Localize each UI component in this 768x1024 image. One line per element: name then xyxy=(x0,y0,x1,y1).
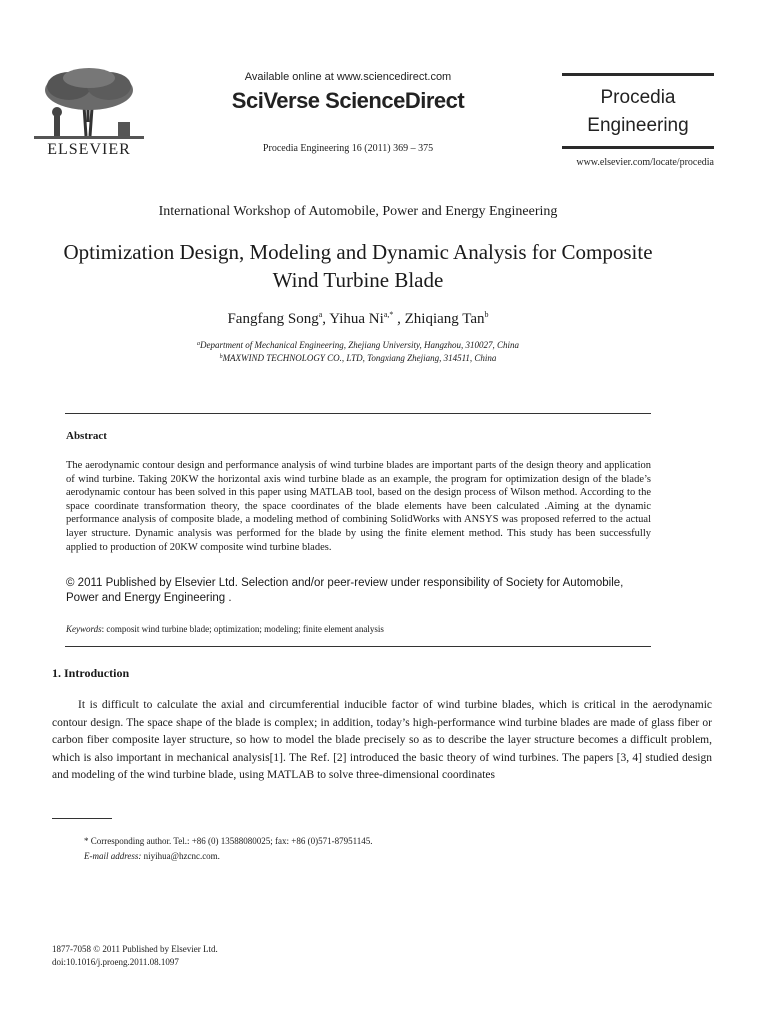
copyright-notice: © 2011 Published by Elsevier Ltd. Selection and/or peer-review under responsibility of Society for Automobile, Power and Energy Engineering . xyxy=(66,577,624,604)
paper-title: Optimization Design, Modeling and Dynamic Analysis for Composite Wind Turbine Blade xyxy=(63,240,653,292)
author-sep: , xyxy=(322,311,330,327)
journal-name xyxy=(562,84,714,140)
affiliation-text: MAXWIND TECHNOLOGY CO., LTD, Tongxiang Zhejiang, 314511, China xyxy=(222,353,497,363)
email-address[interactable]: niyihua@hzcnc.com. xyxy=(141,851,220,861)
keywords-label: Keywords xyxy=(66,624,102,634)
footnote-email xyxy=(84,851,220,861)
issn-line: 1877-7058 © 2011 Published by Elsevier Ltd. xyxy=(52,944,218,954)
author-sup: a,* xyxy=(383,310,394,319)
author-name: Fangfang Song xyxy=(227,311,319,327)
journal-box-bottom-rule xyxy=(562,146,714,149)
author-name: Yihua Ni xyxy=(329,311,384,327)
author-name: Zhiqiang Tan xyxy=(404,311,485,327)
workshop-name: International Workshop of Automobile, Power and Energy Engineering xyxy=(158,204,558,219)
author-sep: , xyxy=(393,311,405,327)
introduction-body: It is difficult to calculate the axial and circumferential inducible factor of wind turbine blades, which is critical in the aerodynamic contour design. The space shape of the blade is complex; in addition, today’s high-performance wind turbine blades are made of glass fiber or carbon fiber composite layer structure, so how to model the blade precisely so as to describe the layer structure becomes a difficult problem, which is also important in mechanical analysis[1]. The Ref. [2] introduced the basic theory of wind turbines. The papers [3, 4] studied design and modeling of the wind turbine blade, using MATLAB to solve three-dimensional coordinates xyxy=(52,699,712,782)
affiliation-sup: b xyxy=(219,354,223,360)
publisher-name: ELSEVIER xyxy=(47,141,131,158)
doi-link[interactable]: doi:10.1016/j.proeng.2011.08.1097 xyxy=(52,957,179,967)
section-heading: 1. Introduction xyxy=(52,666,130,680)
abstract-bottom-rule xyxy=(65,646,651,647)
keywords xyxy=(66,624,651,634)
journal-name-line2: Engineering xyxy=(587,115,689,136)
available-online: Available online at www.sciencedirect.com xyxy=(244,71,452,83)
keywords-text: : composit wind turbine blade; optimization; modeling; finite element analysis xyxy=(101,624,384,634)
affiliation-text: Department of Mechanical Engineering, Zhejiang University, Hangzhou, 310027, China xyxy=(200,340,519,350)
abstract-top-rule xyxy=(65,413,651,414)
author-sup: b xyxy=(484,310,489,319)
abstract-heading: Abstract xyxy=(66,430,107,442)
journal-name-line1: Procedia xyxy=(600,87,676,108)
author-sup: a xyxy=(318,310,323,319)
journal-url[interactable]: www.elsevier.com/locate/procedia xyxy=(576,157,714,168)
affiliation-a xyxy=(0,340,716,350)
journal-box-top-rule xyxy=(562,73,714,76)
affiliation-sup: a xyxy=(197,341,201,347)
footnote-rule xyxy=(52,818,112,819)
abstract-body: The aerodynamic contour design and performance analysis of wind turbine blades are important parts of the design theory and application of wind turbine. Taking 20KW the horizontal axis wind turbine blade as an example, the program for optimization design of the blade’s aerodynamic contour has been solved in this paper using MATLAB tool, based on the design process of Wilson method. According to the space coordinate transformation theory, the space coordinates of the blade elements have been calculated .Aiming at the dynamic performance analysis of composite blade, a modeling method of combining SolidWorks with ANSYS was proposed referred to the actual layer structure. Dynamic analysis was performed for the blade by using the finite element method. This study has been successfully applied to production of 20KW composite wind turbine blades. xyxy=(66,460,651,553)
journal-reference: Procedia Engineering 16 (2011) 369 – 375 xyxy=(262,143,434,154)
author-list xyxy=(0,310,716,328)
platform-name: SciVerse ScienceDirect xyxy=(231,88,465,113)
footnote-corresponding: * Corresponding author. Tel.: +86 (0) 13588080025; fax: +86 (0)571-87951145. xyxy=(84,836,373,846)
email-label: E-mail address: xyxy=(84,851,142,861)
affiliation-b xyxy=(0,353,716,363)
